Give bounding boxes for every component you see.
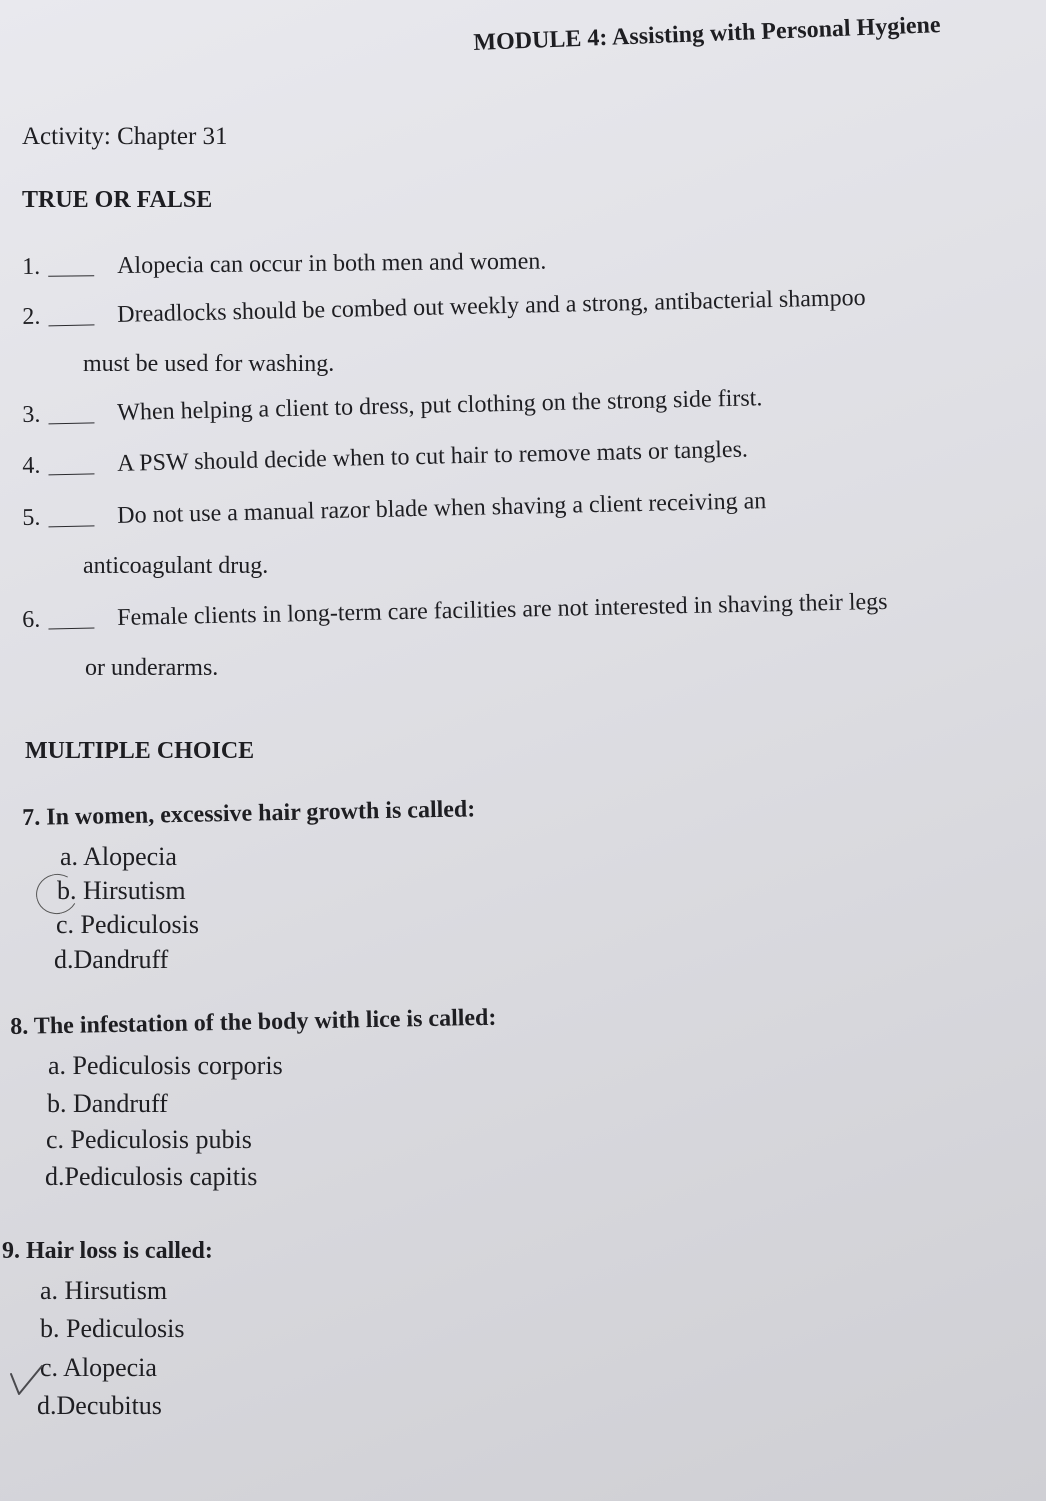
tf-item-text: Alopecia can occur in both men and women. (116, 248, 547, 280)
tf-item-text: Dreadlocks should be combed out weekly and a strong, antibacterial shampoo (116, 284, 866, 328)
multiple-choice-heading: MULTIPLE CHOICE (25, 738, 255, 764)
answer-blank[interactable] (48, 451, 95, 475)
option-9b[interactable]: b. Pediculosis (40, 1314, 185, 1343)
tf-item-continuation: or underarms. (85, 655, 219, 681)
tf-item-continuation: anticoagulant drug. (83, 553, 269, 579)
activity-heading: Activity: Chapter 31 (22, 123, 228, 150)
tf-item-text: Do not use a manual razor blade when shaving a client receiving an (116, 488, 767, 529)
tf-item-number: 3. (22, 401, 41, 428)
module-title: MODULE 4: Assisting with Personal Hygiene (472, 12, 941, 57)
tf-item-text: A PSW should decide when to cut hair to remove mats or tangles. (116, 436, 749, 477)
tf-item-number: 1. (22, 253, 41, 280)
option-8d[interactable]: d.Pediculosis capitis (45, 1162, 258, 1191)
option-9a[interactable]: a. Hirsutism (40, 1276, 168, 1305)
tf-item-number: 4. (22, 452, 41, 479)
option-7c[interactable]: c. Pediculosis (56, 910, 199, 939)
answer-blank[interactable] (48, 253, 94, 276)
question-8: 8. The infestation of the body with lice is called: (10, 1004, 497, 1040)
option-7d[interactable]: d.Dandruff (54, 945, 169, 974)
tf-item-number: 2. (22, 303, 41, 330)
answer-blank[interactable] (48, 400, 95, 424)
option-8c[interactable]: c. Pediculosis pubis (46, 1125, 252, 1154)
checkmark-icon (8, 1360, 48, 1400)
option-7a[interactable]: a. Alopecia (60, 842, 177, 871)
tf-item-number: 6. (22, 606, 41, 633)
tf-item-number: 5. (22, 504, 41, 531)
answer-blank[interactable] (48, 503, 95, 527)
answer-blank[interactable] (48, 605, 94, 629)
option-8a[interactable]: a. Pediculosis corporis (48, 1051, 283, 1080)
option-8b[interactable]: b. Dandruff (47, 1089, 168, 1118)
answer-blank[interactable] (48, 302, 95, 326)
question-9: 9. Hair loss is called: (2, 1238, 213, 1264)
option-7b[interactable]: b. Hirsutism (57, 876, 186, 905)
tf-item-continuation: must be used for washing. (83, 351, 335, 377)
option-9d[interactable]: d.Decubitus (37, 1391, 162, 1420)
question-7: 7. In women, excessive hair growth is called: (22, 796, 476, 831)
true-false-heading: TRUE OR FALSE (22, 187, 213, 213)
tf-item-text: When helping a client to dress, put clothing on the strong side first. (116, 385, 763, 426)
option-9c[interactable]: c. Alopecia (40, 1353, 157, 1382)
tf-item-text: Female clients in long-term care facilities are not interested in shaving their legs (116, 588, 888, 632)
